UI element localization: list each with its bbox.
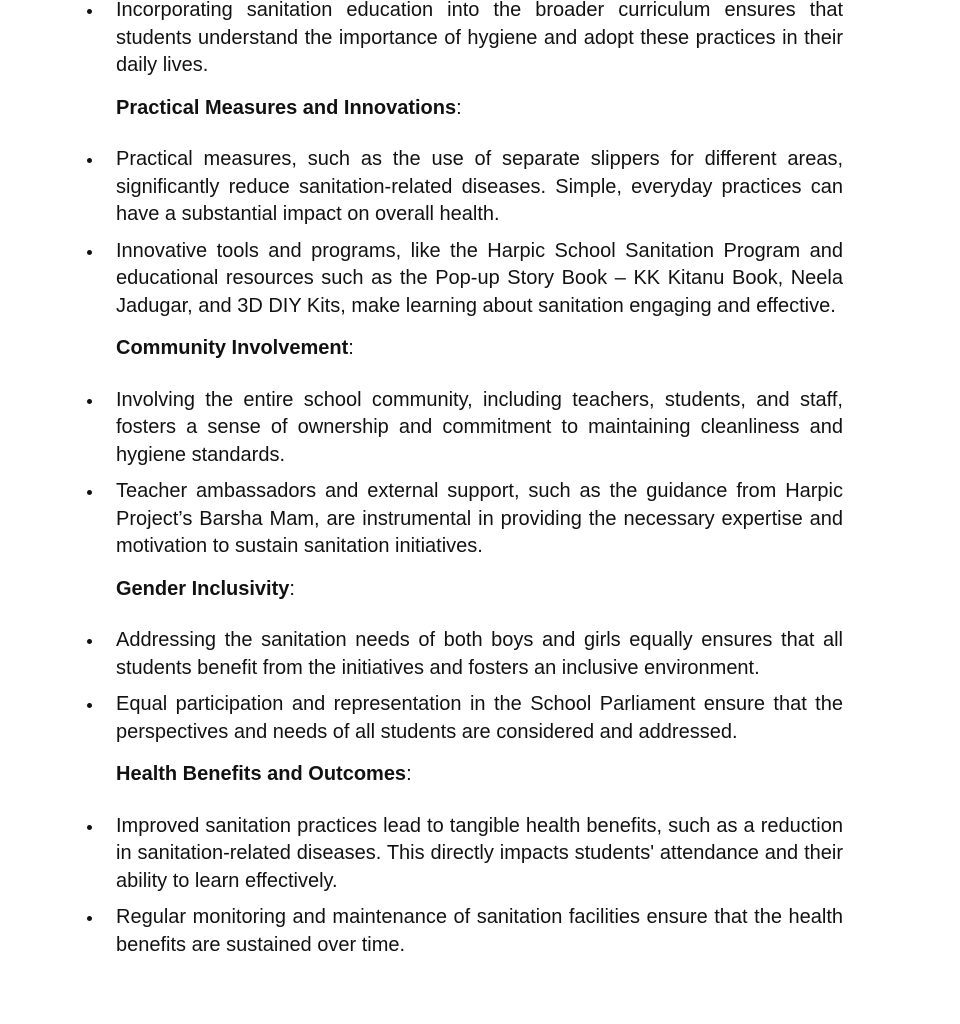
section-heading-text: Gender Inclusivity [116, 577, 290, 600]
heading-colon: : [289, 577, 295, 600]
bullet-icon [87, 9, 92, 14]
list-item-text: Incorporating sanitation education into the broader curriculum ensures that students understand the importance of hygiene and adopt these practices in their daily lives. [116, 0, 843, 76]
section-heading-text: Community Involvement [116, 337, 349, 359]
list-item [116, 627, 843, 682]
list-item-text: Regular monitoring and maintenance of sanitation facilities ensure that the health benefits are sustained over time. [116, 906, 843, 956]
bullet-icon [87, 703, 92, 708]
document-body [116, 0, 843, 968]
list-item [116, 387, 843, 470]
list-item-text: Involving the entire school community, including teachers, students, and staff, fosters a sense of ownership and commitment to maintaining cleanliness and hygiene standards. [116, 388, 843, 466]
heading-colon: : [348, 337, 354, 359]
list-item-text: Equal participation and representation in the School Parliament ensure that the perspectives and needs of all students are considered and addressed. [116, 693, 843, 743]
list-item [116, 813, 843, 896]
bullet-icon [87, 399, 92, 404]
heading-colon: : [456, 96, 462, 119]
list-item-text: Addressing the sanitation needs of both boys and girls equally ensures that all students benefit from the initiatives and fosters an inclusive environment. [116, 629, 843, 679]
bullet-icon [87, 490, 92, 495]
bullet-icon [87, 916, 92, 921]
list-item [116, 238, 843, 321]
list-item-text: Innovative tools and programs, like the Harpic School Sanitation Program and educational resources such as the Pop-up Story Book – KK Kitanu Book, Neela Jadugar, and 3D DIY Kits, make learning about sanitation engaging and effective. [116, 239, 843, 317]
list-item [116, 146, 843, 229]
section-heading-text: Health Benefits and Outcomes [116, 763, 407, 785]
list-item-text: Practical measures, such as the use of separate slippers for different areas, significantly reduce sanitation-related diseases. Simple, everyday practices can have a substantial impact on overall health. [116, 148, 843, 225]
section-heading-text: Practical Measures and Innovations [116, 96, 457, 119]
section-heading [116, 335, 843, 363]
heading-colon: : [406, 763, 412, 785]
section-heading [116, 95, 843, 123]
bullet-icon [87, 639, 92, 644]
list-item [116, 904, 843, 959]
bullet-icon [87, 158, 92, 163]
bullet-icon [87, 825, 92, 830]
list-item [116, 478, 843, 561]
section-heading [116, 576, 843, 604]
list-item-text: Improved sanitation practices lead to tangible health benefits, such as a reduction in sanitation-related diseases. This directly impacts students' attendance and their ability to learn effectively. [116, 814, 843, 892]
list-item [116, 0, 843, 80]
section-heading [116, 761, 843, 789]
list-item-text: Teacher ambassadors and external support, such as the guidance from Harpic Project’s Barsha Mam, are instrumental in providing the necessary expertise and motivation to sustain sanitation initiatives. [116, 480, 843, 557]
bullet-icon [87, 250, 92, 255]
list-item [116, 691, 843, 746]
